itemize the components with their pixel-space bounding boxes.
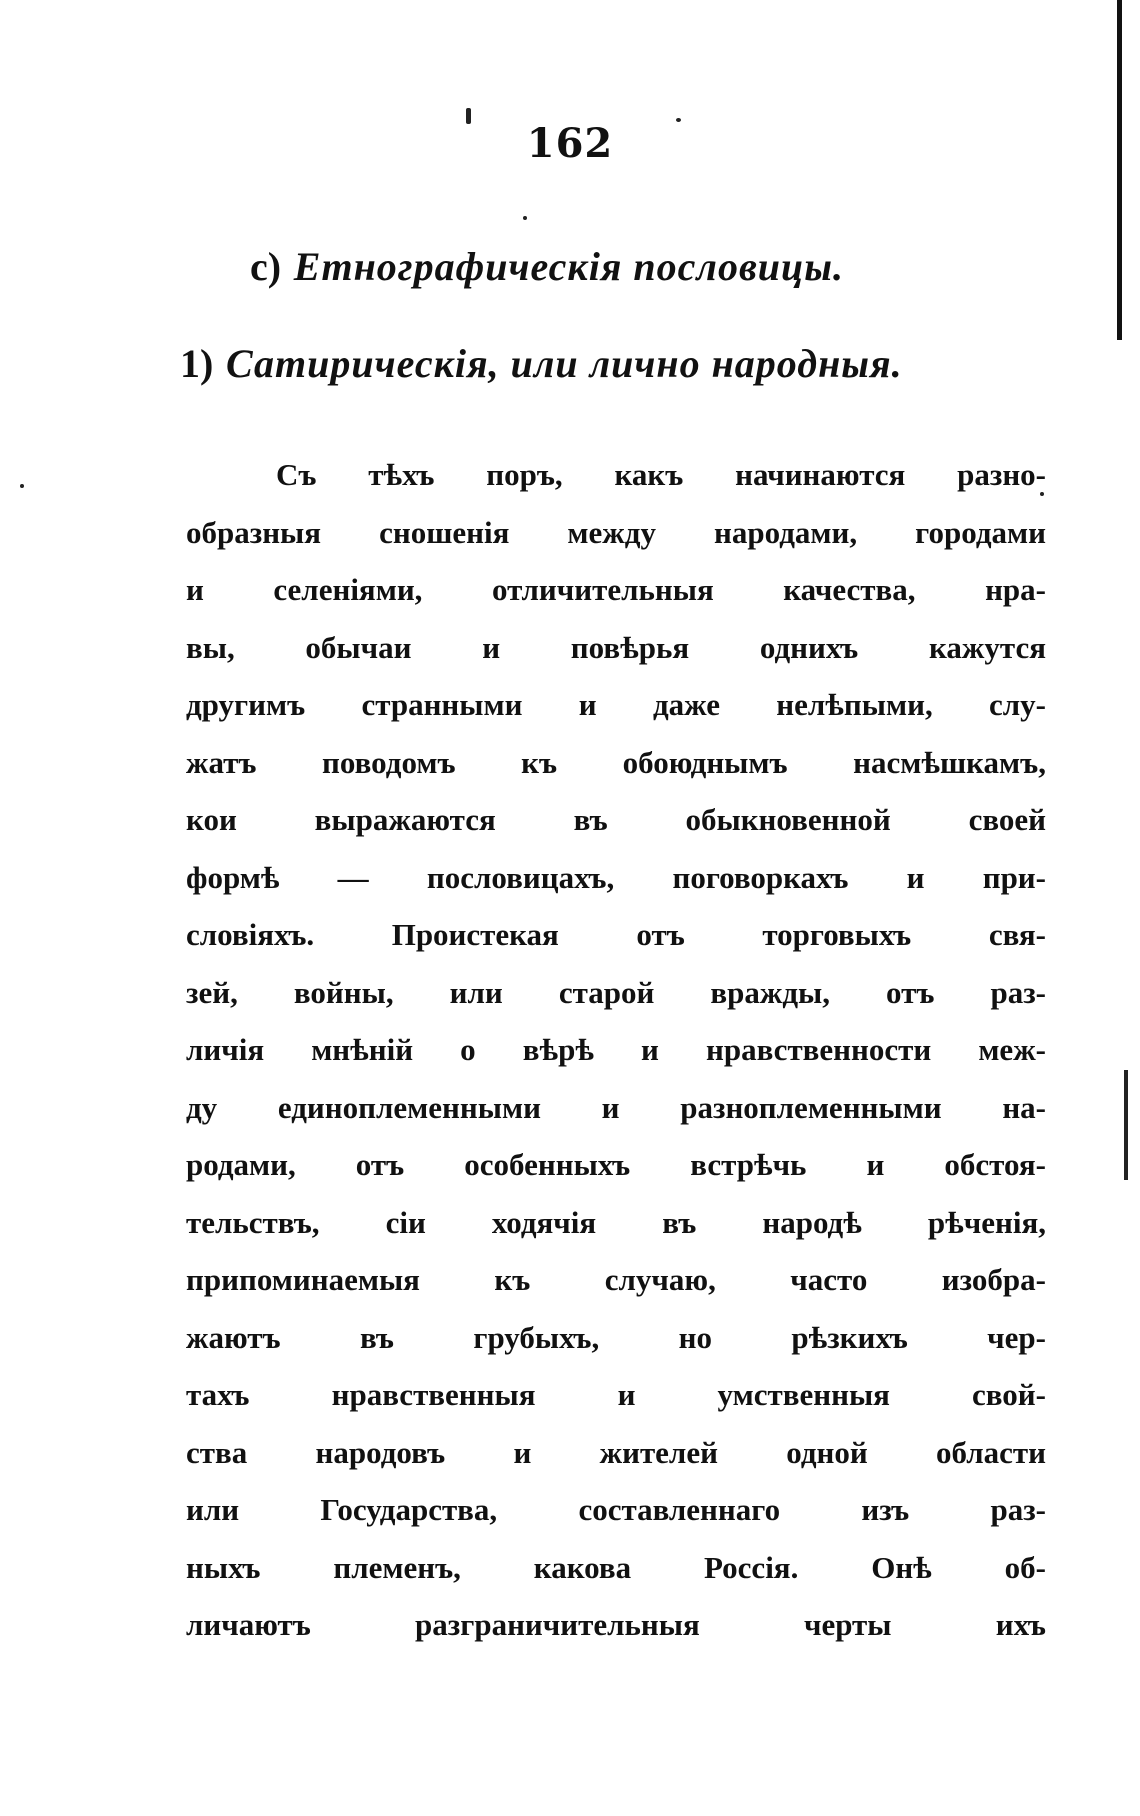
- text-line: другимъ странными и даже нелѣпыми, слу-: [186, 687, 1046, 722]
- section-heading: [250, 243, 844, 290]
- text-line: кои выражаются въ обыкновенной своей: [186, 802, 1046, 837]
- text-line: зей, войны, или старой вражды, отъ раз-: [186, 974, 1046, 1010]
- text-line: личаютъ разграничительныя черты ихъ: [186, 1607, 1046, 1642]
- page-number: 162: [526, 120, 614, 167]
- scan-speck: [20, 484, 24, 488]
- scan-speck: [523, 216, 527, 220]
- text-line: тахъ нравственныя и умственныя свой-: [186, 1377, 1046, 1412]
- text-line: припоминаемыя къ случаю, часто изобра-: [186, 1262, 1046, 1297]
- section-heading-title: Етнографическія пословицы.: [293, 244, 845, 289]
- subsection-heading: [180, 340, 903, 387]
- page-edge-mark: [1124, 1070, 1128, 1180]
- text-line: образныя сношенія между народами, городами: [186, 514, 1046, 550]
- text-line: жаютъ въ грубыхъ, но рѣзкихъ чер-: [186, 1319, 1046, 1355]
- text-line: родами, отъ особенныхъ встрѣчь и обстоя-: [186, 1147, 1046, 1182]
- text-line: ду единоплеменными и разноплеменными на-: [186, 1089, 1046, 1125]
- subsection-heading-marker: 1): [180, 341, 214, 386]
- text-line: личія мнѣній о вѣрѣ и нравственности меж-: [186, 1032, 1046, 1067]
- text-line: вы, обычаи и повѣрья однихъ кажутся: [186, 629, 1046, 665]
- page-edge-shadow: [1117, 0, 1122, 340]
- text-line: Съ тѣхъ поръ, какъ начинаются разно-: [276, 457, 1046, 492]
- text-line: жатъ поводомъ къ обоюднымъ насмѣшкамъ,: [186, 744, 1046, 780]
- text-line: и селеніями, отличительныя качества, нра-: [186, 572, 1046, 607]
- text-line: тельствъ, сіи ходячія въ народѣ рѣченія,: [186, 1204, 1046, 1240]
- section-heading-marker: с): [250, 244, 282, 289]
- text-line: ства народовъ и жителей одной области: [186, 1434, 1046, 1470]
- subsection-heading-title: Сатирическія, или лично народныя.: [226, 341, 903, 386]
- text-line: формѣ — пословицахъ, поговоркахъ и при-: [186, 859, 1046, 895]
- text-line: или Государства, составленнаго изъ раз-: [186, 1492, 1046, 1527]
- text-line: ныхъ племенъ, какова Россія. Онѣ об-: [186, 1549, 1046, 1585]
- body-paragraph: [186, 446, 1046, 1654]
- text-line: словіяхъ. Проистекая отъ торговыхъ свя-: [186, 917, 1046, 952]
